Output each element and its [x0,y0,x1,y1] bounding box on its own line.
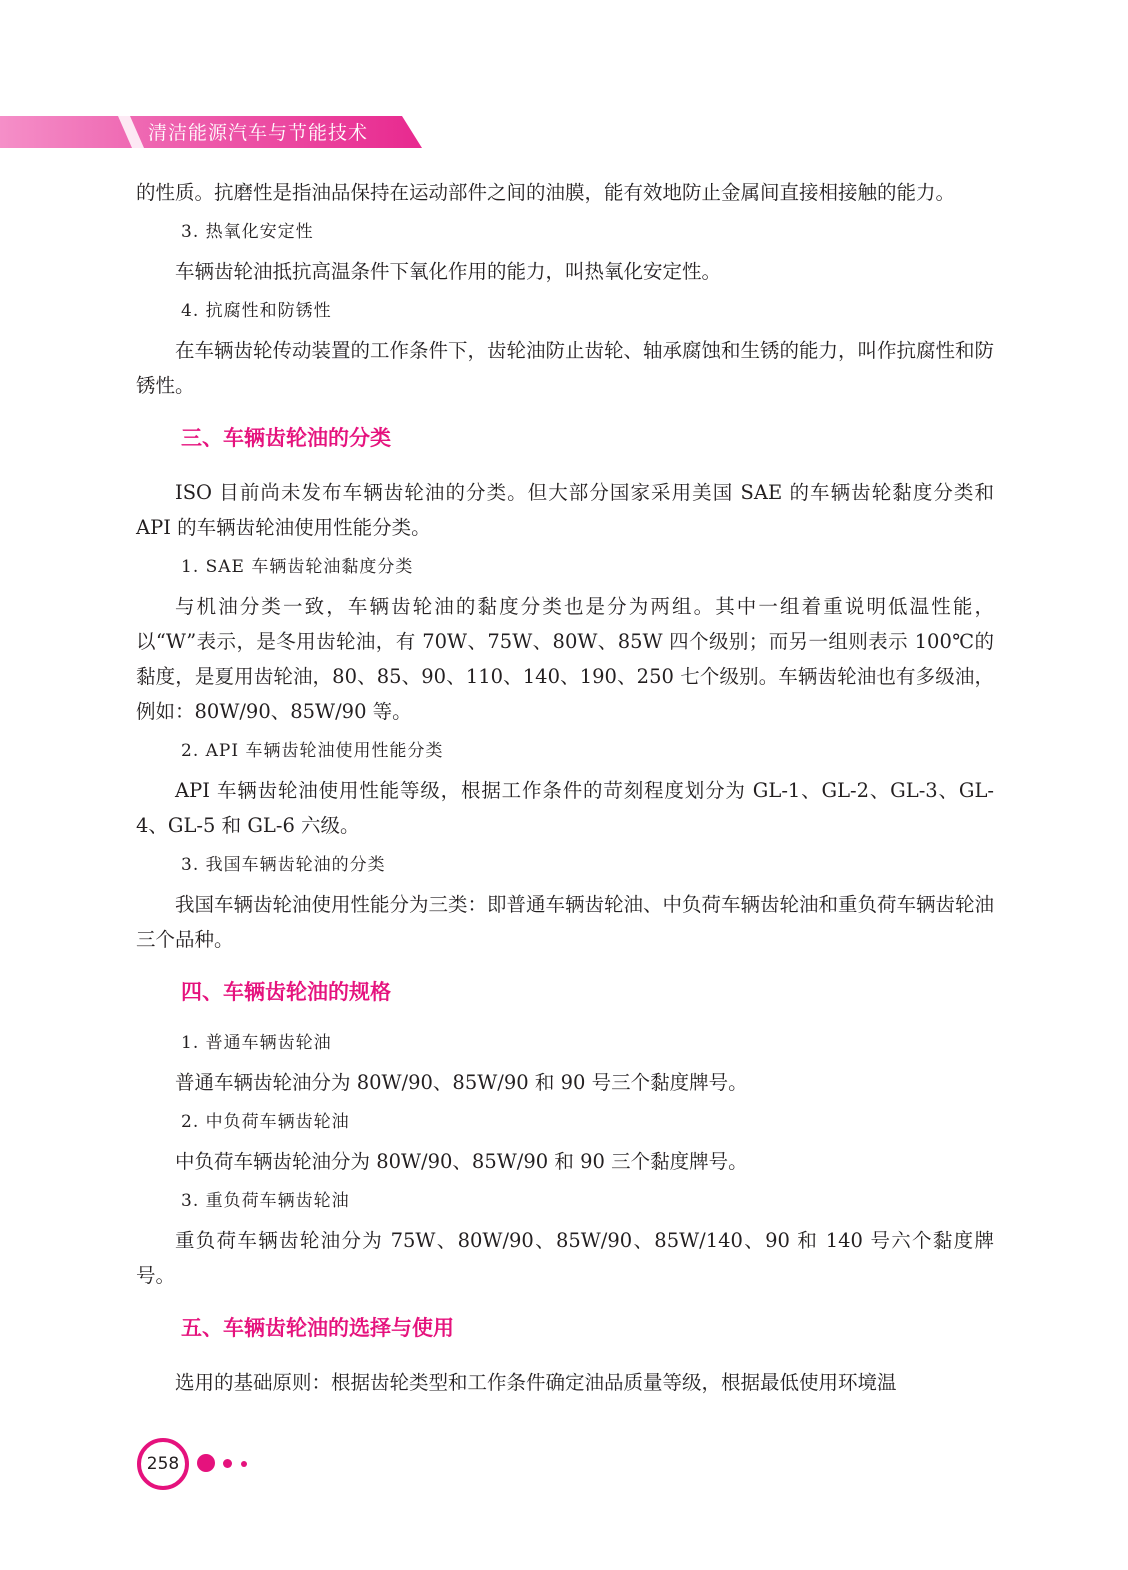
running-header-title: 清洁能源汽车与节能技术 [148,122,369,144]
section-heading: 四、车辆齿轮油的规格 [181,980,391,1004]
paragraph: ISO 目前尚未发布车辆齿轮油的分类。但大部分国家采用美国 SAE 的车辆齿轮黏度分类和 API 的车辆齿轮油使用性能分类。 [136,481,994,539]
paragraph: 中负荷车辆齿轮油分为 80W/90、85W/90 和 90 三个黏度牌号。 [175,1150,748,1173]
paragraph: API 车辆齿轮油使用性能等级，根据工作条件的苛刻程度划分为 GL-1、GL-2、GL-3、GL-4、GL-5 和 GL-6 六级。 [136,779,994,837]
paragraph: 与机油分类一致，车辆齿轮油的黏度分类也是分为两组。其中一组着重说明低温性能，以“W”表示，是冬用齿轮油，有 70W、75W、80W、85W 四个级别；而另一组则表示 100℃的黏度，是夏用齿轮油，80、85、90、110、140、190、250 七个级别。车辆齿轮油也有多级油，例如：80W/90、85W/90 等。 [136,595,994,723]
subheading: 3. 重负荷车辆齿轮油 [181,1191,350,1211]
paragraph: 选用的基础原则：根据齿轮类型和工作条件确定油品质量等级，根据最低使用环境温 [175,1371,897,1394]
page-content [136,175,994,1408]
decorative-dot-icon [197,1454,215,1472]
paragraph: 在车辆齿轮传动装置的工作条件下，齿轮油防止齿轮、轴承腐蚀和生锈的能力，叫作抗腐性和防锈性。 [136,339,995,397]
subheading: 4. 抗腐性和防锈性 [181,301,332,321]
paragraph: 的性质。抗磨性是指油品保持在运动部件之间的油膜，能有效地防止金属间直接相接触的能力。 [136,181,956,204]
paragraph: 车辆齿轮油抵抗高温条件下氧化作用的能力，叫热氧化安定性。 [175,260,722,283]
decorative-dot-icon [241,1461,247,1467]
subheading: 1. 普通车辆齿轮油 [181,1033,332,1053]
paragraph: 重负荷车辆齿轮油分为 75W、80W/90、85W/90、85W/140、90 和 140 号六个黏度牌号。 [136,1229,994,1287]
decorative-dot-icon [223,1459,232,1468]
paragraph: 我国车辆齿轮油使用性能分为三类：即普通车辆齿轮油、中负荷车辆齿轮油和重负荷车辆齿轮油三个品种。 [136,893,995,951]
subheading: 3. 热氧化安定性 [181,222,314,242]
subheading: 3. 我国车辆齿轮油的分类 [181,855,386,875]
paragraph: 普通车辆齿轮油分为 80W/90、85W/90 和 90 号三个黏度牌号。 [175,1071,748,1094]
subheading: 2. API 车辆齿轮油使用性能分类 [181,741,444,761]
section-heading: 三、车辆齿轮油的分类 [181,426,391,450]
subheading: 1. SAE 车辆齿轮油黏度分类 [181,557,414,577]
subheading: 2. 中负荷车辆齿轮油 [181,1112,350,1132]
page-number: 258 [137,1438,189,1490]
section-heading: 五、车辆齿轮油的选择与使用 [181,1316,454,1340]
